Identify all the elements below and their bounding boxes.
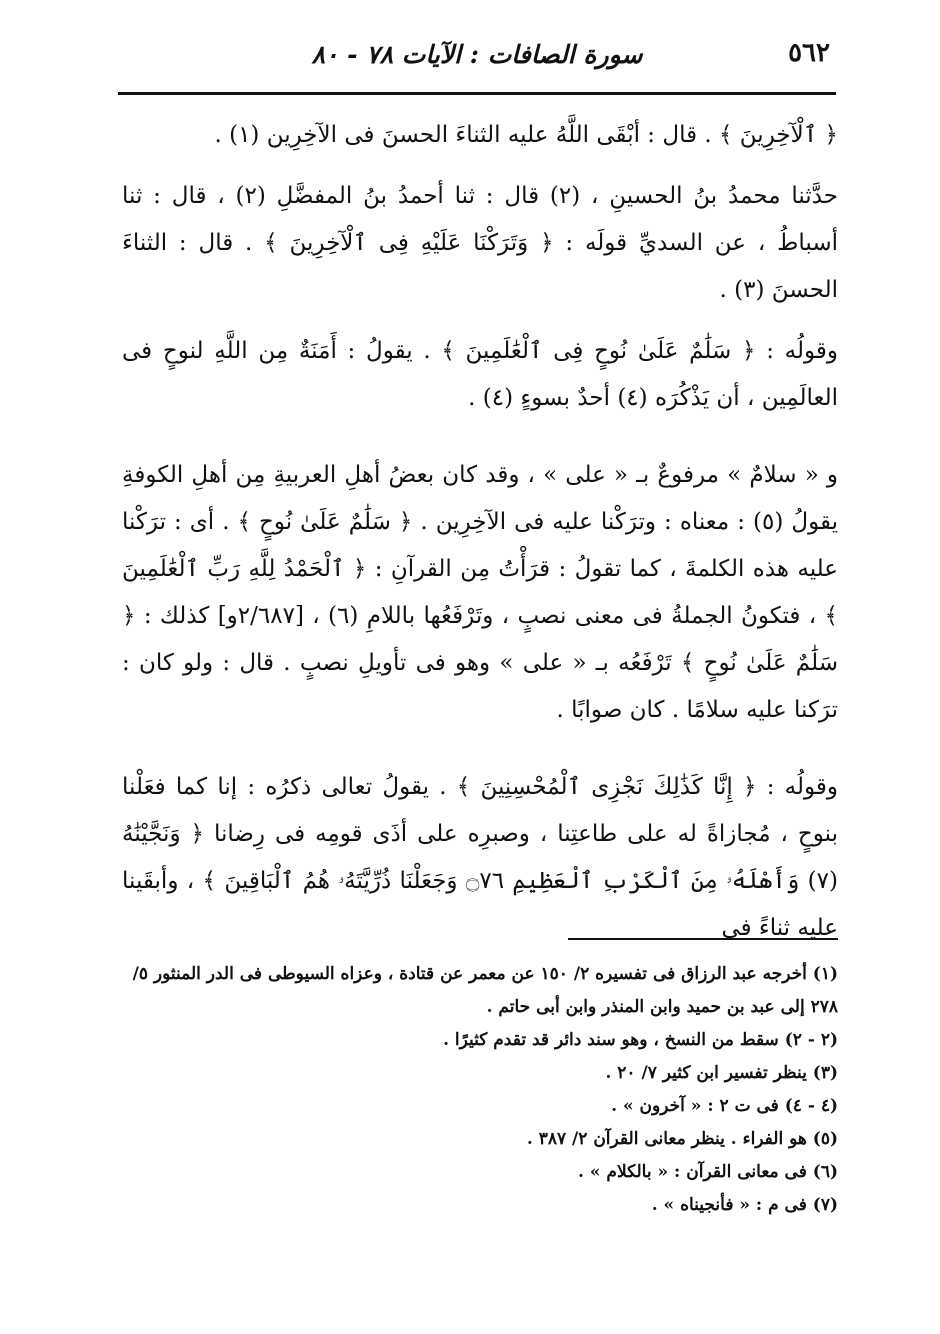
- footnote: (٥) هو الفراء . ينظر معانى القرآن ٢/ ٣٨٧ .: [526, 1129, 838, 1149]
- paragraph: حدَّثنا محمدُ بنُ الحسينِ ، (٢) قال : ثنا أحمدُ بنُ المفضَّلِ (٢) ، قال : ثنا أسباطُ ، عن السديِّ قولَه : ﴿ وَتَرَكْنَا عَلَيْهِ فِى ٱلْآخِرِينَ ﴾ . قال : الثناءَ الحسنَ (٣) .: [122, 183, 838, 303]
- footnote: (٣) ينظر تفسير ابن كثير ٧/ ٢٠ .: [605, 1063, 838, 1083]
- footnote: (٧) فى م : « فأنجيناه » .: [651, 1195, 838, 1215]
- paragraph: و « سلامٌ » مرفوعٌ بـ « على » ، وقد كان بعضُ أهلِ العربيةِ مِن أهلِ الكوفةِ يقولُ (٥) : معناه : وترَكْنا عليه فى الآخِرِين . ﴿ سَلَٰمٌ عَلَىٰ نُوحٍ ﴾ . أى : ترَكْنا عليه هذه الكلمةَ ، كما تقولُ : قرَأْتُ مِن القرآنِ : ﴿ ٱلْحَمْدُ لِلَّهِ رَبِّ ٱلْعَٰلَمِينَ ﴾ ، فتكونُ الجملةُ فى معنى نصبٍ ، وتَرْفَعُها باللامِ (٦) ، [٢/٦٨٧و] كذلك : ﴿ سَلَٰمٌ عَلَىٰ نُوحٍ ﴾ تَرْفَعُه بـ « على » وهو فى تأويلِ نصبٍ . قال : ولو كان : ترَكنا عليه سلامًا . كان صوابًا .: [122, 462, 838, 723]
- footnotes: [122, 958, 838, 1222]
- footnote: (٤ - ٤) فى ت ٢ : « آخرون » .: [611, 1096, 838, 1116]
- page-number: ٥٦٢: [788, 38, 830, 68]
- page-header: [118, 30, 836, 95]
- footnote: (١) أخرجه عبد الرزاق فى تفسيره ٢/ ١٥٠ عن معمر عن قتادة ، وعزاه السيوطى فى الدر المنثور ٥/ ٢٧٨ إلى عبد بن حميد وابن المنذر وابن أبى حاتم .: [132, 964, 838, 1017]
- main-text: [122, 112, 838, 966]
- paragraph: وقولُه : ﴿ إِنَّا كَذَٰلِكَ نَجْزِى ٱلْمُحْسِنِينَ ﴾ . يقولُ تعالى ذكرُه : إنا كما فعَلْنا بنوحٍ ، مُجازاةً له على طاعتِنا ، وصبرِه على أذَى قومِه فى رِضانا ﴿ وَنَجَّيْنَٰهُ (٧) وَأَهْلَهُۥ مِنَ ٱلْكَرْبِ ٱلْعَظِيمِ ۝٧٦ وَجَعَلْنَا ذُرِّيَّتَهُۥ هُمُ ٱلْبَاقِينَ ﴾ ، وأبقَينا عليه ثناءً فى: [122, 774, 838, 941]
- paragraph: ﴿ ٱلْآخِرِينَ ﴾ . قال : أبْقَى اللَّهُ عليه الثناءَ الحسنَ فى الآخِرِين (١) .: [214, 122, 838, 148]
- running-title: سورة الصافات : الآيات ٧٨ - ٨٠: [311, 40, 643, 69]
- paragraph: وقولُه : ﴿ سَلَٰمٌ عَلَىٰ نُوحٍ فِى ٱلْعَٰلَمِينَ ﴾ . يقولُ : أَمَنَةٌ مِن اللَّهِ لنوحٍ فى العالَمِين ، أن يَذْكُرَه (٤) أحدٌ بسوءٍ (٤) .: [122, 338, 838, 411]
- footnote: (٦) فى معانى القرآن : « بالكلام » .: [578, 1162, 838, 1182]
- footnote-divider: [568, 938, 838, 940]
- footnote: (٢ - ٢) سقط من النسخ ، وهو سند دائر قد تقدم كثيرًا .: [443, 1030, 838, 1050]
